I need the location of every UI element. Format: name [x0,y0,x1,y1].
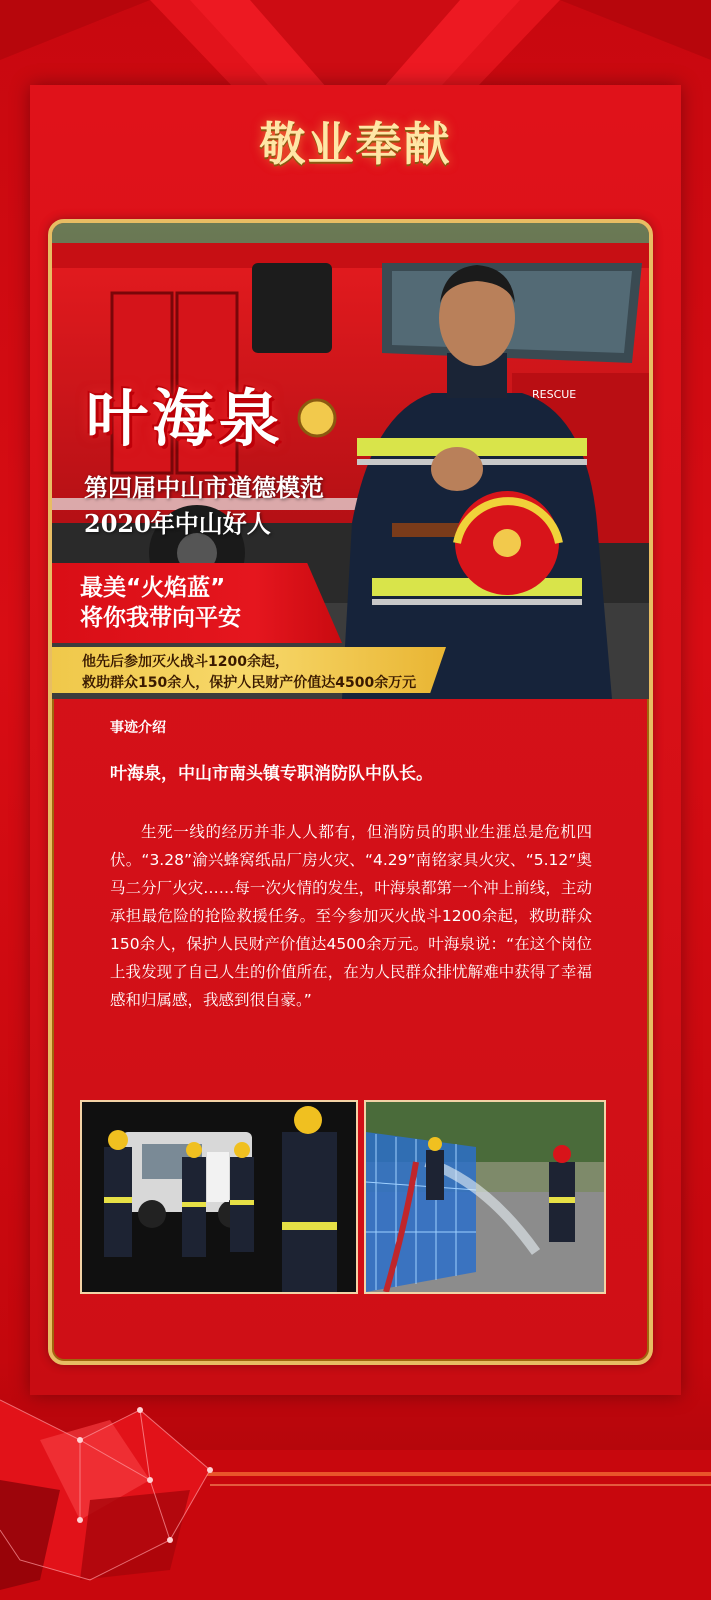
honor-line-2: 2020年中山好人 [84,509,271,538]
honor-line-1: 第四届中山市道德模范 [84,473,324,502]
photo-night-rescue [80,1100,358,1294]
summary-line-2: 救助群众150余人，保护人民财产价值达4500余万元 [82,675,417,691]
story-lead: 叶海泉，中山市南头镇专职消防队中队长。 [110,764,433,784]
person-name: 叶海泉 [86,382,285,455]
slogan-line-1: 最美“火焰蓝” [80,575,226,601]
hero-section [52,223,649,699]
profile-card [48,219,653,1365]
page-title: 敬业奉献 [259,117,452,171]
bottom-decoration [0,1380,711,1600]
story-section [110,717,592,1014]
summary-line-1: 他先后参加灭火战斗1200余起， [82,654,289,670]
title-wrap [0,108,711,174]
truck-badge: RESCUE [532,388,577,401]
story-body: 生死一线的经历并非人人都有，但消防员的职业生涯总是危机四伏。“3.28”渝兴蜂窝纸品厂房火灾、“4.29”南铭家具火灾、“5.12”奥马二分厂火灾……每一次火情的发生，叶海泉都第一个冲上前线，主动承担最危险的抢险救援任务。至今参加灭火战斗1200余起，救助群众150余人，保护人民财产价值达4500余万元。叶海泉说：“在这个岗位上我发现了自己人生的价值所在，在为人民群众排忧解难中获得了幸福感和归属感，我感到很自豪。” [110,823,592,1009]
photo-fire-drill [364,1100,606,1294]
slogan-line-2: 将你我带向平安 [80,605,241,631]
story-label: 事迹介绍 [110,720,166,736]
